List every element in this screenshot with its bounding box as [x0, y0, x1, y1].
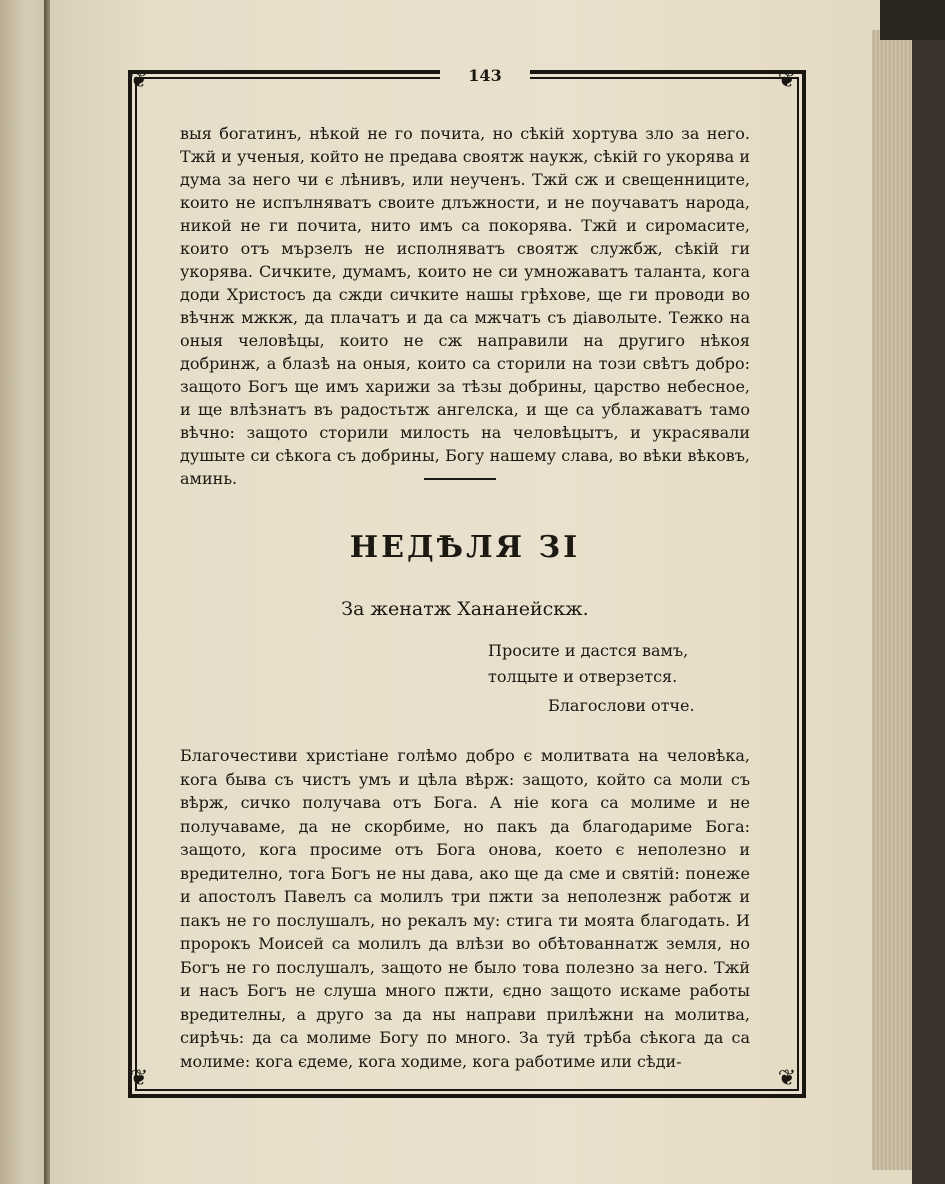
- sermon-paragraph: Благочестиви христіане голѣмо добро є молитвата на человѣка, кога быва съ чистъ умъ и цѣла вѣрж: защото, който са моли съ вѣрж, сичко получава отъ Бога. А ніе кога са молиме и не получаваме, да не скорбиме, но пакъ да благодариме Бога: защото, кога просиме отъ Бога онова, което є неполезно и вредително, тога Богъ не ны дава, ако ще да сме и святій: понеже и апостолъ Павелъ са молилъ три пжти за неполезнж работж и пакъ не го послушалъ, но рекалъ му: стига ти моята благодать. И пророкъ Моисей са молилъ да влѣзи во обѣтованнатж земля, но Богъ не го послушалъ, защото не было това полезно за него. Тжй и насъ Богъ не слуша много пжти, єдно защото искаме работы вредителны, а друго за да ны направи прилѣжни на молитва, сирѣчь: да са молиме Богу по много. За туй трѣба сѣкога да са молиме: кога єдеме, кога ходиме, кога работиме или сѣди-: [180, 746, 750, 1071]
- continuation-paragraph: выя богатинъ, нѣкой не го почита, но сѣкій хортува зло за него. Тжй и ученыя, който не предава своятж наукж, сѣкій го укорява и дума за него чи є лѣнивъ, или неученъ. Тжй сж и свещенниците, които не испълняватъ своите длъжности, и не поучаватъ народа, никой не ги почита, нито имъ са покорява. Тжй и сиромасите, които отъ мързелъ не исполняватъ своятж службж, сѣкій ги укорява. Сичките, думамъ, които не си умножаватъ таланта, кога доди Христосъ да сжди сичките нашы грѣхове, ще ги проводи во вѣчнж мжкж, да плачатъ и да са мжчатъ съ діаволыте. Тежко на оныя человѣцы, които не сж направили на другиго нѣкоя добринж, а блазѣ на оныя, които са сторили на този свѣтъ добро: защото Богъ ще имъ харижи за тѣзы добрины, царство небесное, и ще влѣзнатъ въ радостьтж ангелска, и ще са ублажаватъ тамо вѣчно: защото сторили милость на человѣцытъ, и украсявали душыте си сѣкога съ добрины, Богу нашему слава, во вѣки вѣковъ, аминь.: [180, 124, 750, 488]
- corner-ornament-icon: ❦: [777, 68, 797, 93]
- blessing-line: Благослови отче.: [548, 696, 695, 715]
- page-number: 143: [468, 66, 502, 85]
- corner-ornament-icon: ❦: [129, 1066, 149, 1091]
- section-divider: [424, 478, 496, 480]
- epigraph: Просите и дастся вамъ, толцыте и отверзется.: [488, 641, 689, 686]
- background-shadow: [880, 0, 945, 40]
- corner-ornament-icon: ❦: [129, 68, 149, 93]
- sermon-heading: НЕДѢЛЯ ЗІ: [349, 530, 581, 565]
- sermon-subheading: За женатж Хананейскж.: [341, 598, 589, 620]
- page-stack-edge: [872, 30, 912, 1170]
- corner-ornament-icon: ❦: [777, 1066, 797, 1091]
- left-page-edge: [0, 0, 44, 1184]
